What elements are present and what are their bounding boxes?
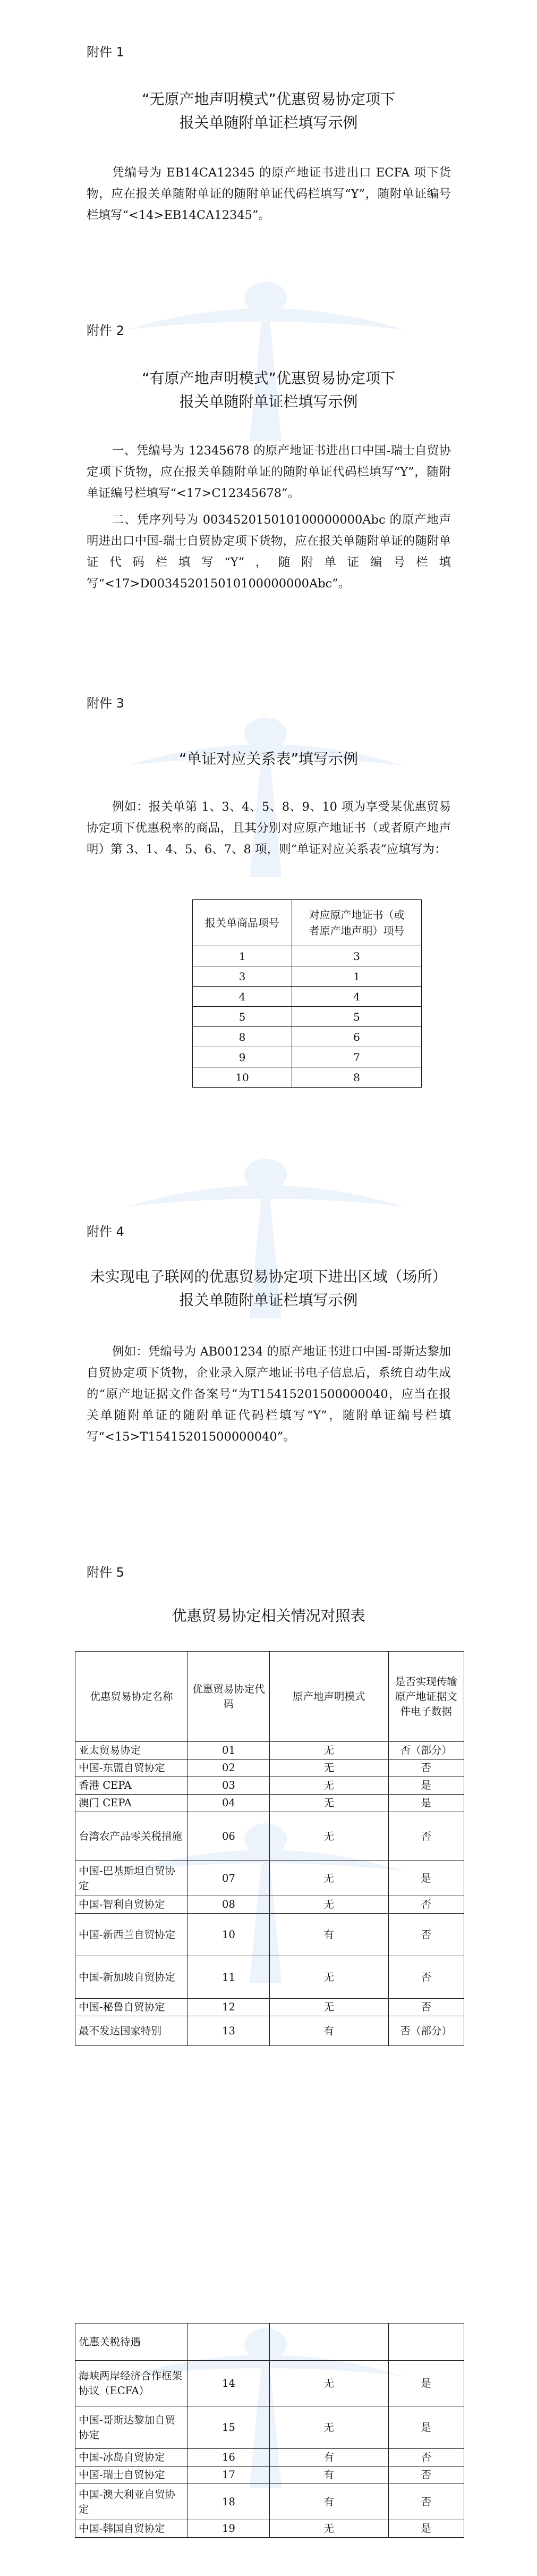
trade-agreement-table [75, 1651, 464, 2046]
table-row: 5 5 [193, 1007, 422, 1027]
table-row: 8 6 [193, 1027, 422, 1047]
table-row: 中国-韩国自贸协定 19 无 是 [75, 2520, 464, 2538]
watermark-logo-icon [106, 266, 425, 447]
table-row: 海峡两岸经济合作框架协议（ECFA） 14 无 是 [75, 2361, 464, 2406]
table-row: 中国-新加坡自贸协定 11 无 否 [75, 1956, 464, 1999]
attachment-2-paragraph-1: 一、凭编号为 12345678 的原产地证书进出口中国-瑞士自贸协定项下货物，应在报关单随附单证的随附单证代码栏填写“Y”，随附单证编号栏填写“<17>C12345678”。 [87, 444, 451, 500]
document-correspondence-table [192, 899, 422, 1088]
attachment-1-title-line1: “无原产地声明模式”优惠贸易协定项下 [141, 90, 395, 108]
table-row: 中国-冰岛自贸协定 16 有 否 [75, 2449, 464, 2466]
attachment-1-title-line2: 报关单随附单证栏填写示例 [179, 114, 358, 131]
table-row: 澳门 CEPA 04 无 是 [75, 1795, 464, 1812]
table-row: 4 4 [193, 987, 422, 1007]
column-header-declaration-item: 报关单商品项号 [193, 900, 292, 946]
attachment-3-body: 例如：报关单第 1、3、4、5、8、9、10 项为享受某优惠贸易协定项下优惠税率的商品，且其分别对应原产地证书（或者原产地声明）第 3、1、4、5、6、7、8 项，则“单证对应关系表”应填写为： [87, 800, 451, 856]
attachment-4-body: 例如：凭编号为 AB001234 的原产地证书进口中国-哥斯达黎加自贸协定项下货物，企业录入原产地证书电子信息后，系统自动生成的“原产地证据文件备案号”为T15415201500000040，应当在报关单随附单证的随附单证代码栏填写“Y”，随附单证编号栏填写“<15>T15415201500000040”。 [87, 1345, 451, 1444]
table-row: 优惠关税待遇 [75, 2324, 464, 2361]
table-row: 中国-澳大利亚自贸协定 18 有 否 [75, 2484, 464, 2520]
attachment-1-body: 凭编号为 EB14CA12345 的原产地证书进出口 ECFA 项下货物，应在报关单随附单证的随附单证代码栏填写“Y”，随附单证编号栏填写“<14>EB14CA12345”。 [87, 166, 451, 222]
attachment-3-title: “单证对应关系表”填写示例 [178, 750, 358, 768]
attachment-4-title-line1: 未实现电子联网的优惠贸易协定项下进出区域（场所） [90, 1268, 447, 1285]
table-row: 3 1 [193, 966, 422, 987]
table-row: 中国-新西兰自贸协定 10 有 否 [75, 1914, 464, 1956]
column-header-agreement-name: 优惠贸易协定名称 [75, 1652, 188, 1742]
attachment-1-label: 附件 1 [87, 45, 124, 60]
attachment-4-title-line2: 报关单随附单证栏填写示例 [179, 1291, 358, 1309]
trade-agreement-table-continued [75, 2323, 464, 2538]
column-header-electronic-data: 是否实现传输原产地证据文件电子数据 [388, 1652, 464, 1742]
table-row: 台湾农产品零关税措施 06 无 否 [75, 1812, 464, 1861]
column-header-origin-item: 对应原产地证书（或 者原产地声明）项号 [292, 900, 422, 946]
attachment-3-label: 附件 3 [87, 696, 124, 711]
attachment-5-label: 附件 5 [87, 1565, 124, 1580]
table-row: 中国-瑞士自贸协定 17 有 否 [75, 2466, 464, 2484]
table-row: 最不发达国家特别 13 有 否（部分） [75, 2016, 464, 2046]
table-row: 中国-哥斯达黎加自贸协定 15 无 是 [75, 2406, 464, 2449]
table-row: 中国-东盟自贸协定 02 无 否 [75, 1760, 464, 1777]
table-row: 亚太贸易协定 01 无 否（部分） [75, 1742, 464, 1760]
table-row: 1 3 [193, 946, 422, 966]
attachment-5-title: 优惠贸易协定相关情况对照表 [172, 1607, 365, 1624]
table-header-row [75, 1652, 464, 1742]
table-row: 中国-巴基斯坦自贸协定 07 无 是 [75, 1861, 464, 1896]
attachment-2-paragraph-2: 二、凭序列号为 003452015010100000000Abc 的原产地声明进出口中国-瑞士自贸协定项下货物，应在报关单随附单证的随附单证代码栏填写“Y”，随附单证编号栏填写“<17>D003452015010100000000Abc”。 [87, 513, 451, 591]
attachment-2-title-line2: 报关单随附单证栏填写示例 [179, 393, 358, 410]
attachment-4-label: 附件 4 [87, 1224, 124, 1239]
column-header-agreement-code: 优惠贸易协定代码 [187, 1652, 269, 1742]
table-row: 10 8 [193, 1067, 422, 1088]
table-row: 中国-秘鲁自贸协定 12 无 否 [75, 1999, 464, 2016]
column-header-declaration-mode: 原产地声明模式 [269, 1652, 388, 1742]
table-row: 香港 CEPA 03 无 是 [75, 1777, 464, 1795]
table-row: 9 7 [193, 1047, 422, 1067]
table-row: 中国-智利自贸协定 08 无 否 [75, 1896, 464, 1914]
attachment-2-label: 附件 2 [87, 323, 124, 338]
attachment-2-title-line1: “有原产地声明模式”优惠贸易协定项下 [141, 369, 395, 387]
table-header-row [193, 900, 422, 946]
